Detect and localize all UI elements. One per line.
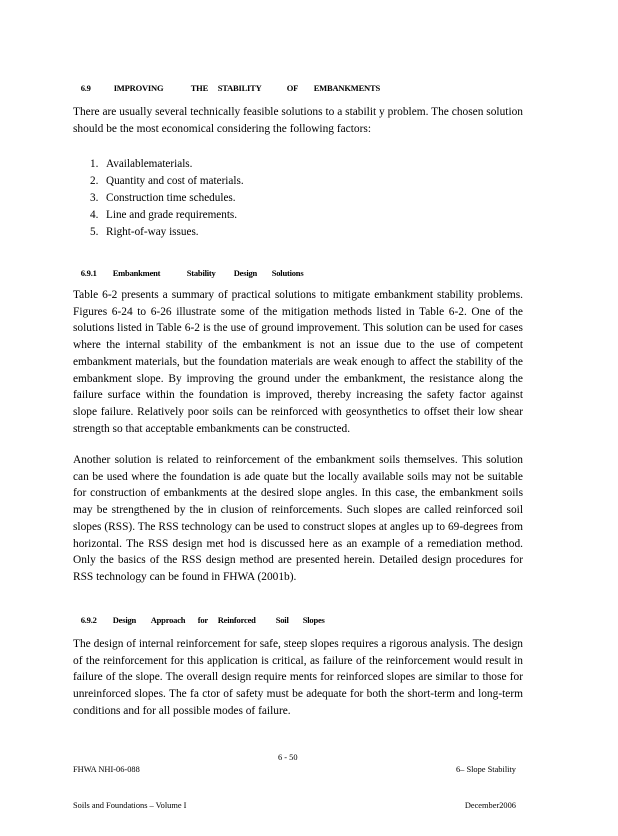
heading-word: Slopes [302, 615, 325, 625]
list-text: Line and grade requirements. [106, 209, 238, 221]
footer-manual-title: Soils and Foundations – Volume I [73, 801, 187, 810]
subsection-heading-design-approach [73, 605, 325, 635]
section-number: 6.9 [80, 83, 91, 93]
heading-word: Reinforced [217, 615, 256, 625]
paragraph-reinforced-soil-slopes: Another solution is related to reinforcement of the embankment soils themselves. This solution can be used where the foundation is ade quate but the locally available soils may not be suitable for construction of embankments at the desired slope angles. In this case, the embankment soils may be strengthened by the in clusion of reinforcements. Such slopes are called reinforced soil slopes (RSS). The RSS technology can be used to construct slopes at angles up to 69-degrees from horizontal. The RSS design met hod is discussed here as an example of a remediation method. Only the basics of the RSS design method are presented herein. Detailed design procedures for RSS technology can be found in FHWA (2001b). [73, 454, 523, 583]
list-number: 2. [90, 175, 99, 187]
heading-word: Embankment [112, 268, 161, 278]
list-item [90, 173, 244, 190]
heading-word: Approach [150, 615, 186, 625]
list-number: 3. [90, 192, 99, 204]
subsection-number: 6.9.2 [80, 615, 97, 625]
footer-right [450, 740, 516, 836]
subsection-heading-embankment-stability [73, 258, 303, 288]
list-item [90, 207, 244, 224]
list-item [90, 224, 244, 241]
heading-word: STABILITY [217, 83, 262, 93]
list-item [90, 156, 244, 173]
paragraph-design-reinforcement: The design of internal reinforcement for safe, steep slopes requires a rigorous analysis. The design of the reinforcement for this application is critical, as failure of the reinforcement would result in failure of the slope. The overall design require ments for reinforced slopes are similar to those for unreinforced slopes. The fa ctor of safety must be adequate for both the short-term and long-term conditions and for all possible modes of failure. [73, 638, 523, 717]
footer-page-number: 6 - 50 [278, 753, 298, 762]
list-item [90, 190, 244, 207]
list-number: 1. [90, 158, 99, 170]
heading-word: EMBANKMENTS [313, 83, 380, 93]
heading-word: for [197, 615, 208, 625]
factors-list [90, 156, 244, 241]
footer-left [73, 740, 186, 836]
heading-word: Stability [186, 268, 216, 278]
footer-date: December2006 [464, 801, 516, 810]
subsection-number: 6.9.1 [80, 268, 97, 278]
list-number: 5. [90, 226, 99, 238]
list-text: Right-of-way issues. [106, 226, 199, 238]
paragraph-ground-improvement: Table 6-2 presents a summary of practical solutions to mitigate embankment stability problems. Figures 6-24 to 6-26 illustrate some of the mitigation methods listed in Table 6-2. One of the solutions listed in Table 6-2 is the use of ground improvement. This solution can be used for cases where the internal stability of the embankment is not an issue due to the use of competent embankment materials, but the foundation materials are weak enough to affect the stability of the embankment slope. By improving the ground under the embankment, the resistance along the failure surface within the foundation is improved, thereby increasing the safety factor against slope failure. Relatively poor soils can be reinforced with geosynthetics to offset their low shear strength so that acceptable embankments can be constructed. [73, 289, 523, 435]
heading-word: IMPROVING [113, 83, 164, 93]
intro-paragraph: There are usually several technically feasible solutions to a stabilit y problem. The chosen solution should be the most economical considering the following factors: [73, 106, 523, 135]
list-text: Availablematerials. [106, 158, 193, 170]
heading-word: THE [190, 83, 209, 93]
heading-word: Design [233, 268, 258, 278]
list-number: 4. [90, 209, 99, 221]
heading-word: Design [112, 615, 137, 625]
footer-chapter: 6– Slope Stability [455, 765, 516, 774]
heading-word: Solutions [271, 268, 304, 278]
footer-report-number: FHWA NHI-06-088 [73, 765, 140, 774]
list-text: Quantity and cost of materials. [106, 175, 244, 187]
heading-word: OF [286, 83, 299, 93]
heading-word: Soil [275, 615, 289, 625]
list-text: Construction time schedules. [106, 192, 236, 204]
section-heading [73, 73, 380, 103]
